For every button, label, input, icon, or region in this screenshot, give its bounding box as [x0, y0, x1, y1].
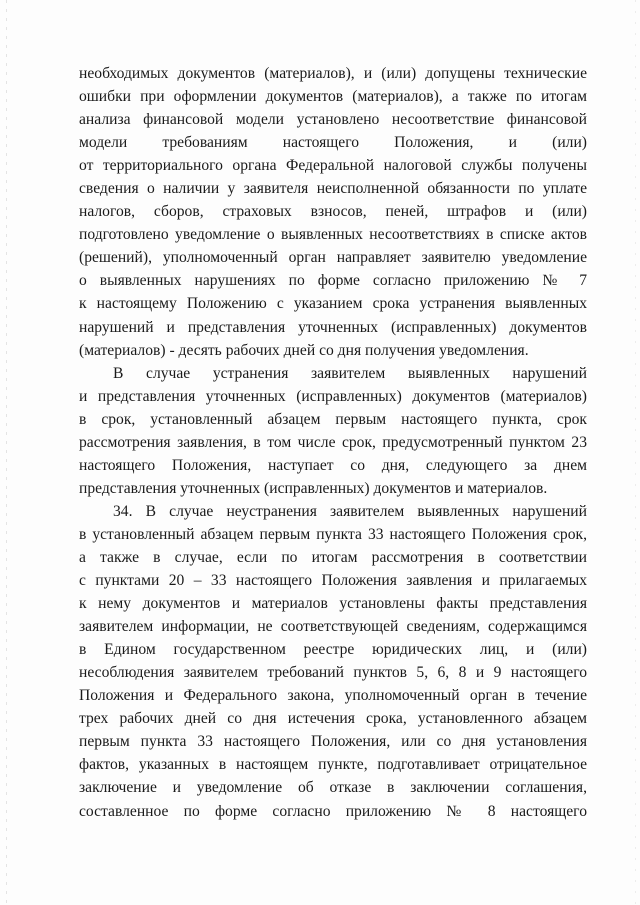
- text-line: в срок, установленный абзацем первым настоящего пункта, срок: [79, 410, 587, 428]
- text-line: налогов, сборов, страховых взносов, пеней, штрафов и (или): [79, 203, 587, 221]
- text-line: в Едином государственном реестре юридических лиц, и (или): [79, 641, 587, 659]
- text-line: и представления уточненных (исправленных) документов (материалов): [79, 387, 587, 405]
- text-line: о выявленных нарушениях по форме согласно приложению № 7: [79, 272, 587, 290]
- text-line: первым пункта 33 настоящего Положения, или со дня установления: [79, 733, 587, 751]
- text-line: а также в случае, если по итогам рассмотрения в соответствии: [79, 548, 587, 566]
- text-line: Положения и Федерального закона, уполномоченный орган в течение: [79, 687, 587, 705]
- text-line: нарушений и представления уточненных (исправленных) документов: [79, 318, 587, 336]
- text-line: сведения о наличии у заявителя неисполненной обязанности по уплате: [79, 180, 587, 198]
- text-line: к настоящему Положению с указанием срока устранения выявленных: [79, 295, 587, 313]
- scan-edge-left: [6, 0, 7, 905]
- text-line: фактов, указанных в настоящем пункте, подготавливает отрицательное: [79, 756, 587, 774]
- document-body-text: [79, 62, 587, 823]
- text-line: ошибки при оформлении документов (материалов), а также по итогам: [79, 88, 587, 106]
- text-line: рассмотрения заявления, в том числе срок, предусмотренный пунктом 23: [79, 433, 587, 451]
- text-line: с пунктами 20 – 33 настоящего Положения заявления и прилагаемых: [79, 572, 587, 590]
- text-line: подготовлено уведомление о выявленных несоответствиях в списке актов: [79, 226, 587, 244]
- text-line: (материалов) - десять рабочих дней со дня получения уведомления.: [79, 341, 529, 359]
- text-line: модели требованиям настоящего Положения, и (или): [79, 134, 587, 152]
- text-line: трех рабочих дней со дня истечения срока, установленного абзацем: [79, 710, 587, 728]
- text-line: анализа финансовой модели установлено несоответствие финансовой: [79, 111, 587, 129]
- text-line: (решений), уполномоченный орган направляет заявителю уведомление: [79, 249, 587, 267]
- text-line: представления уточненных (исправленных) документов и материалов.: [79, 479, 548, 497]
- text-line: заключение и уведомление об отказе в заключении соглашения,: [79, 779, 587, 797]
- text-line: заявителем информации, не соответствующей сведениям, содержащимся: [79, 618, 587, 636]
- text-line: несоблюдения заявителем требований пунктов 5, 6, 8 и 9 настоящего: [79, 664, 587, 682]
- text-line: настоящего Положения, наступает со дня, следующего за днем: [79, 456, 587, 474]
- text-line: в установленный абзацем первым пункта 33 настоящего Положения срок,: [79, 525, 587, 543]
- scan-edge-right: [635, 0, 636, 905]
- text-line: необходимых документов (материалов), и (или) допущены технические: [79, 65, 587, 82]
- text-line: 34. В случае неустранения заявителем выявленных нарушений: [113, 502, 587, 520]
- text-line: от территориального органа Федеральной налоговой службы получены: [79, 157, 587, 175]
- text-line: В случае устранения заявителем выявленных нарушений: [113, 364, 587, 382]
- text-line: составленное по форме согласно приложению № 8 настоящего: [79, 802, 587, 820]
- text-line: к нему документов и материалов установлены факты представления: [79, 595, 587, 613]
